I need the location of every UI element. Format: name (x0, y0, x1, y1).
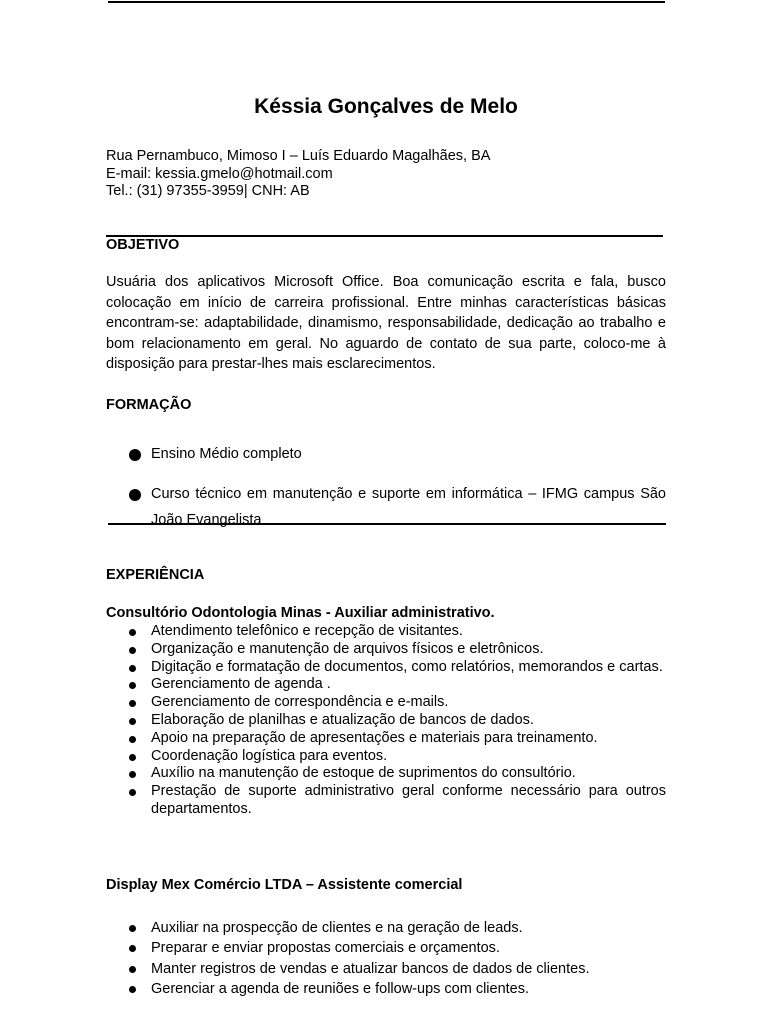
objetivo-rule (106, 235, 663, 237)
list-item (106, 730, 666, 748)
duty-label: Prestação de suporte administrativo geral conforme necessário para outros departamentos. (151, 783, 666, 817)
duty-label: Coordenação logística para eventos. (151, 747, 388, 764)
list-item (106, 938, 666, 958)
bullet-icon (129, 647, 136, 654)
bullet-icon (129, 986, 136, 993)
list-item (106, 623, 666, 641)
objetivo-text: Usuária dos aplicativos Microsoft Office. Boa comunicação escrita e fala, busco colocação em início de carreira profissional. Entre minhas características básicas encontram-se: adaptabilidade, dinamismo, responsabilidade, dedicação ao trabalho e bom relacionamento em geral. No aguardo de contato de sua parte, coloco-me à disposição para prestar-lhes mais esclarecimentos. (106, 274, 666, 372)
job-duties-list (106, 623, 666, 819)
experiencia-heading: EXPERIÊNCIA (106, 567, 205, 583)
bullet-icon (129, 754, 136, 761)
list-item (106, 783, 666, 819)
duty-label: Elaboração de planilhas e atualização de bancos de dados. (151, 711, 534, 728)
duty-label: Manter registros de vendas e atualizar bancos de dados de clientes. (151, 960, 590, 977)
list-item (106, 959, 666, 979)
list-item (106, 676, 666, 694)
formacao-heading: FORMAÇÃO (106, 397, 192, 413)
duty-label: Gerenciamento de correspondência e e-mails. (151, 694, 449, 711)
contact-address: Rua Pernambuco, Mimoso I – Luís Eduardo Magalhães, BA (106, 148, 491, 164)
bullet-icon (129, 665, 136, 672)
bullet-icon (129, 771, 136, 778)
list-item (106, 748, 666, 766)
list-item (106, 765, 666, 783)
duty-label: Auxiliar na prospecção de clientes e na geração de leads. (151, 920, 523, 936)
bullet-icon (129, 449, 141, 461)
duty-label: Organização e manutenção de arquivos físicos e eletrônicos. (151, 640, 544, 657)
job-title: Display Mex Comércio LTDA – Assistente comercial (106, 877, 463, 893)
list-item (106, 918, 666, 938)
contact-email: E-mail: kessia.gmelo@hotmail.com (106, 165, 333, 182)
list-item (106, 979, 666, 999)
bullet-icon (129, 489, 141, 501)
job-title: Consultório Odontologia Minas - Auxiliar administrativo. (106, 605, 495, 621)
contact-block (106, 148, 490, 201)
list-item (106, 694, 666, 712)
formacao-item-label: Curso técnico em manutenção e suporte em informática – IFMG campus São João Evangelista (151, 486, 666, 528)
bullet-icon (129, 736, 136, 743)
duty-label: Preparar e enviar propostas comerciais e orçamentos. (151, 940, 500, 957)
bullet-icon (129, 700, 136, 707)
bullet-icon (129, 682, 136, 689)
duty-label: Gerenciamento de agenda . (151, 676, 331, 693)
list-item (106, 481, 666, 533)
bullet-icon (129, 945, 136, 952)
list-item (106, 712, 666, 730)
duty-label: Apoio na preparação de apresentações e materiais para treinamento. (151, 729, 598, 746)
formacao-item-label: Ensino Médio completo (151, 446, 302, 462)
bullet-icon (129, 925, 136, 932)
candidate-name: Késsia Gonçalves de Melo (254, 95, 518, 118)
contact-phone: Tel.: (31) 97355-3959| CNH: AB (106, 183, 310, 199)
duty-label: Atendimento telefônico e recepção de visitantes. (151, 623, 463, 639)
top-rule (108, 1, 665, 3)
job-duties-list (106, 918, 666, 1000)
objetivo-heading: OBJETIVO (106, 237, 180, 253)
bullet-icon (129, 966, 136, 973)
duty-label: Auxílio na manutenção de estoque de suprimentos do consultório. (151, 765, 576, 782)
duty-label: Digitação e formatação de documentos, como relatórios, memorandos e cartas. (151, 658, 663, 675)
bullet-icon (129, 629, 136, 636)
bullet-icon (129, 718, 136, 725)
duty-label: Gerenciar a agenda de reuniões e follow-ups com clientes. (151, 981, 530, 998)
list-item (106, 445, 666, 463)
formacao-list (106, 445, 666, 533)
list-item (106, 659, 666, 677)
list-item (106, 641, 666, 659)
bullet-icon (129, 789, 136, 796)
